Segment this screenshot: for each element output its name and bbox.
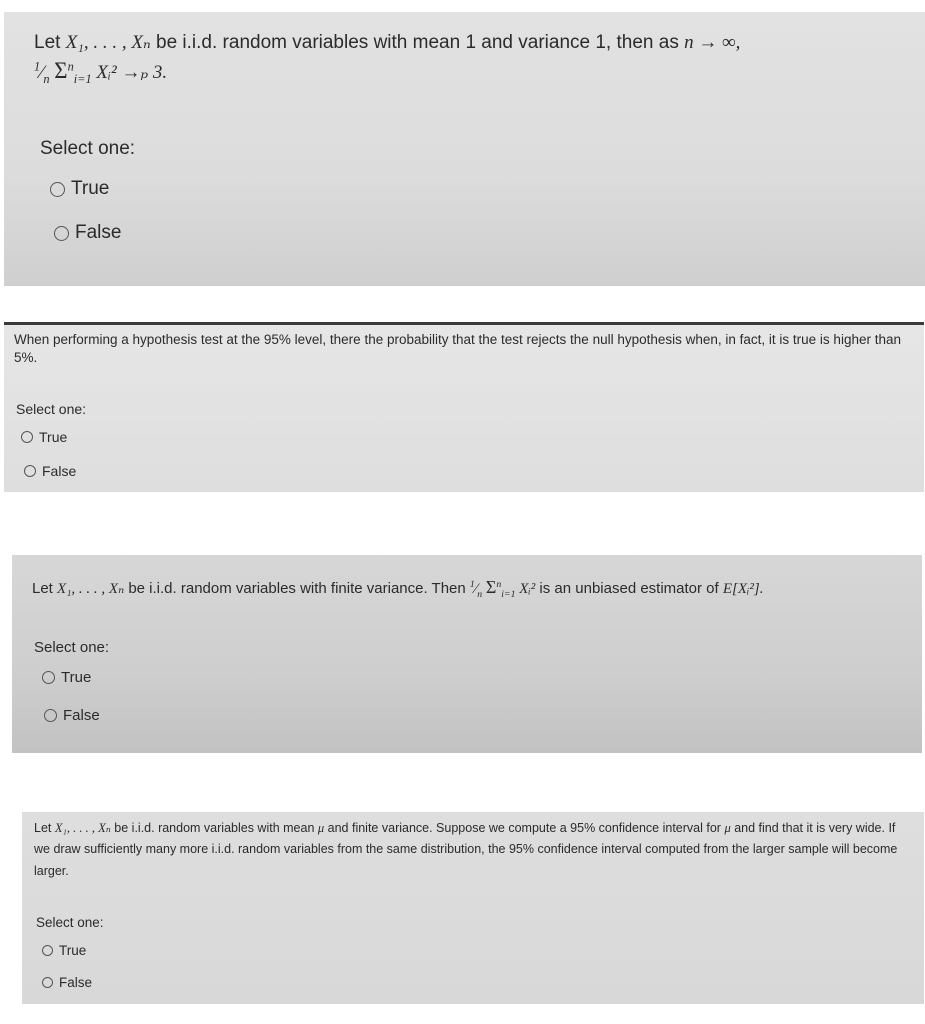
- radio-button-icon[interactable]: [54, 226, 69, 241]
- math-expression: μ: [724, 821, 731, 835]
- question-text-part: be i.i.d. random variables with mean 1 and variance 1, then as: [156, 32, 679, 53]
- question-text: [32, 575, 912, 601]
- radio-button-icon[interactable]: [42, 977, 53, 988]
- option-true[interactable]: [42, 943, 86, 958]
- question-text-part: Let: [32, 580, 53, 597]
- radio-button-icon[interactable]: [24, 465, 36, 477]
- option-label: True: [39, 429, 68, 445]
- option-label: False: [75, 222, 122, 243]
- option-true[interactable]: [21, 429, 67, 445]
- option-label: False: [42, 463, 77, 479]
- option-false[interactable]: [44, 707, 100, 724]
- option-label: True: [59, 943, 87, 958]
- math-expression: X₁, . . . , Xₙ: [54, 821, 111, 835]
- option-label: False: [63, 707, 100, 724]
- question-card-3: [12, 555, 922, 753]
- math-expression: μ: [317, 821, 325, 835]
- question-text: [34, 818, 914, 882]
- question-text-part: Let: [34, 32, 61, 53]
- option-label: False: [59, 975, 93, 990]
- radio-button-icon[interactable]: [50, 182, 65, 197]
- question-text-part: and finite variance. Suppose we compute a 95% confidence interval for: [327, 821, 721, 835]
- option-false[interactable]: [54, 222, 121, 244]
- question-card-2: [4, 322, 924, 492]
- option-false[interactable]: [24, 463, 76, 479]
- select-one-label: Select one:: [16, 401, 87, 417]
- option-true[interactable]: [50, 178, 109, 200]
- option-label: True: [71, 178, 110, 199]
- sum-expression: $^1⁄_n$ $\Sigma^n_{i=1}$: [34, 57, 92, 86]
- option-false[interactable]: [42, 975, 92, 990]
- math-expression: X₁, . . . , Xₙ: [65, 32, 151, 53]
- radio-button-icon[interactable]: [44, 709, 57, 722]
- select-one-label: Select one:: [36, 915, 104, 930]
- select-one-label: Select one:: [40, 138, 136, 159]
- radio-button-icon[interactable]: [42, 945, 53, 956]
- question-text: When performing a hypothesis test at the 95% level, there the probability that the test rejects the null hypothesis when, in fact, it is true is higher than 5%.: [14, 332, 901, 366]
- option-true[interactable]: [42, 669, 91, 686]
- option-label: True: [61, 669, 92, 686]
- radio-button-icon[interactable]: [21, 431, 33, 443]
- math-expression: Xᵢ²: [519, 581, 536, 597]
- radio-button-icon[interactable]: [42, 671, 55, 684]
- question-card-1: [4, 12, 925, 286]
- select-one-label: Select one:: [34, 639, 110, 656]
- question-text-part: is an unbiased estimator of: [539, 580, 719, 597]
- question-text: [34, 30, 894, 87]
- question-text-part: be i.i.d. random variables with finite variance. Then: [128, 580, 466, 597]
- math-expression: Xᵢ² →ₚ 3.: [96, 61, 168, 83]
- question-text-part: Let: [34, 821, 52, 835]
- question-card-4: [22, 812, 924, 1004]
- math-expression: X₁, . . . , Xₙ: [57, 581, 125, 597]
- question-text-part: and find that it is very wide. If we draw sufficiently many more i.i.d. random variables from the same distribution, the 95% confidence interval computed from the larger sample will become larger.: [34, 821, 898, 878]
- math-expression: n → ∞,: [684, 32, 741, 53]
- sum-expression: $^1⁄_n$ $\Sigma^n_{i=1}$: [469, 577, 516, 600]
- question-text-part: be i.i.d. random variables with mean: [114, 821, 315, 835]
- math-expression: E[Xᵢ²].: [722, 581, 764, 597]
